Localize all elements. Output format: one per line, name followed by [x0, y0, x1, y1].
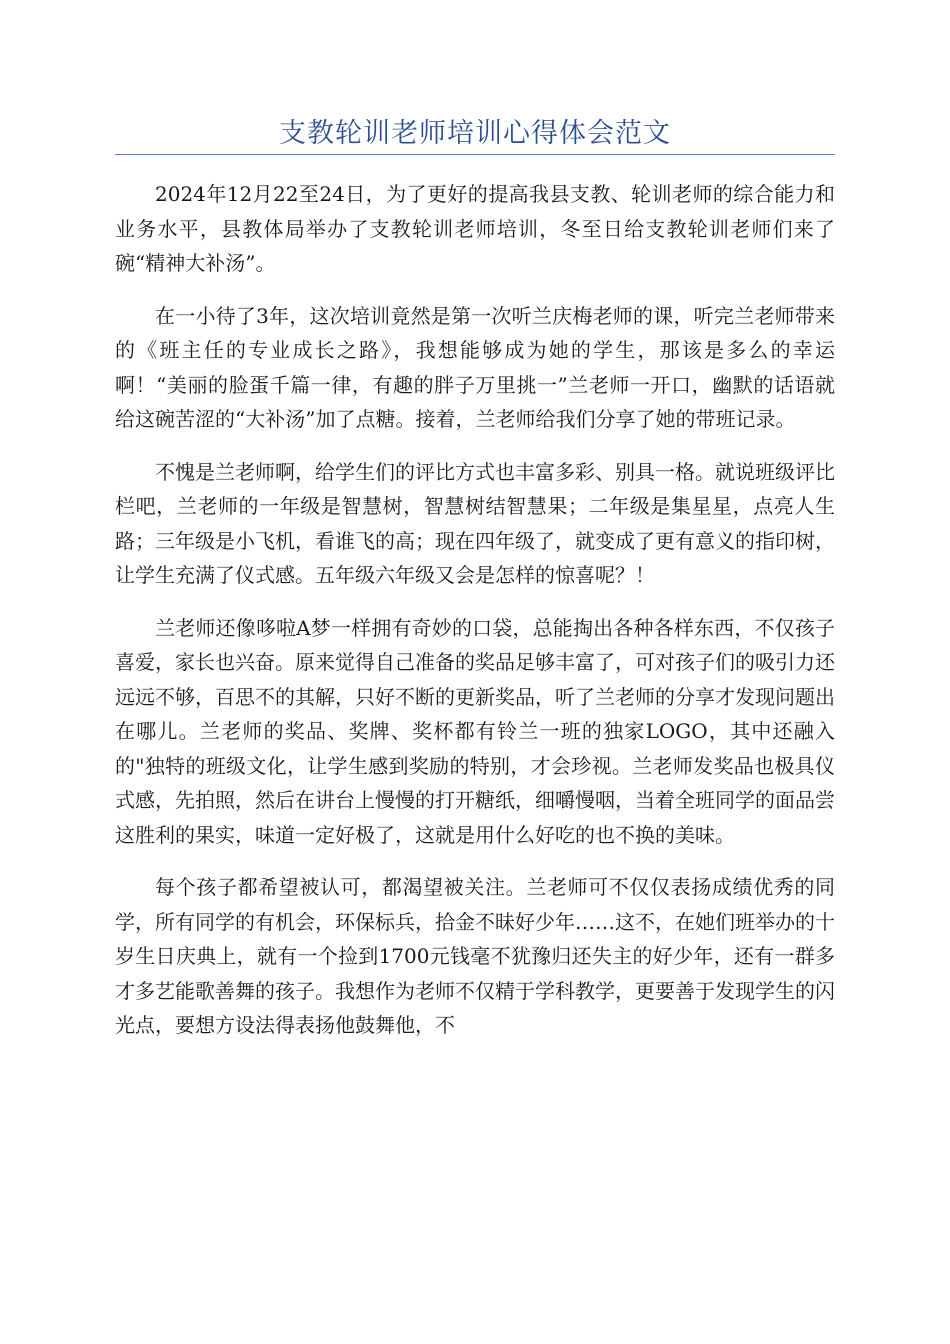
page-title: 支教轮训老师培训心得体会范文	[279, 118, 671, 149]
paragraph-2: 在一小待了3年，这次培训竟然是第一次听兰庆梅老师的课，听完兰老师带来的《班主任的专业成长之路》，我想能够成为她的学生，那该是多么的幸运啊！“美丽的脸蛋千篇一律，有趣的胖子万里挑一”兰老师一开口，幽默的话语就给这碗苦涩的“大补汤”加了点糖。接着，兰老师给我们分享了她的带班记录。	[115, 303, 835, 431]
paragraph-3: 不愧是兰老师啊，给学生们的评比方式也丰富多彩、别具一格。就说班级评比栏吧，兰老师的一年级是智慧树，智慧树结智慧果；二年级是集星星，点亮人生路；三年级是小飞机，看谁飞的高；现在四年级了，就变成了更有意义的指印树，让学生充满了仪式感。五年级六年级又会是怎样的惊喜呢？！	[115, 459, 835, 587]
paragraph-5: 每个孩子都希望被认可，都渴望被关注。兰老师可不仅仅表扬成绩优秀的同学，所有同学的有机会，环保标兵，拾金不昧好少年……这不，在她们班举办的十岁生日庆典上，就有一个捡到1700元钱毫不犹豫归还失主的好少年，还有一群多才多艺能歌善舞的孩子。我想作为老师不仅精于学科教学，更要善于发现学生的闪光点，要想方设法得表扬他鼓舞他，不	[115, 875, 835, 1037]
paragraph-4: 兰老师还像哆啦A梦一样拥有奇妙的口袋，总能掏出各种各样东西，不仅孩子喜爱，家长也兴奋。原来觉得自己准备的奖品足够丰富了，可对孩子们的吸引力还远远不够，百思不的其解，只好不断的更新奖品，听了兰老师的分享才发现问题出在哪儿。兰老师的奖品、奖牌、奖杯都有铃兰一班的独家LOGO，其中还融入的"独特的班级文化，让学生感到奖励的特别，才会珍视。兰老师发奖品也极具仪式感，先拍照，然后在讲台上慢慢的打开糖纸，细嚼慢咽，当着全班同学的面品尝这胜利的果实，味道一定好极了，这就是用什么好吃的也不换的美味。	[115, 615, 835, 847]
title-underline	[115, 154, 835, 155]
document-body	[115, 177, 835, 1061]
paragraph-1: 2024年12月22至24日，为了更好的提高我县支教、轮训老师的综合能力和业务水平，县教体局举办了支教轮训老师培训，冬至日给支教轮训老师们来了碗“精神大补汤”。	[115, 182, 835, 275]
